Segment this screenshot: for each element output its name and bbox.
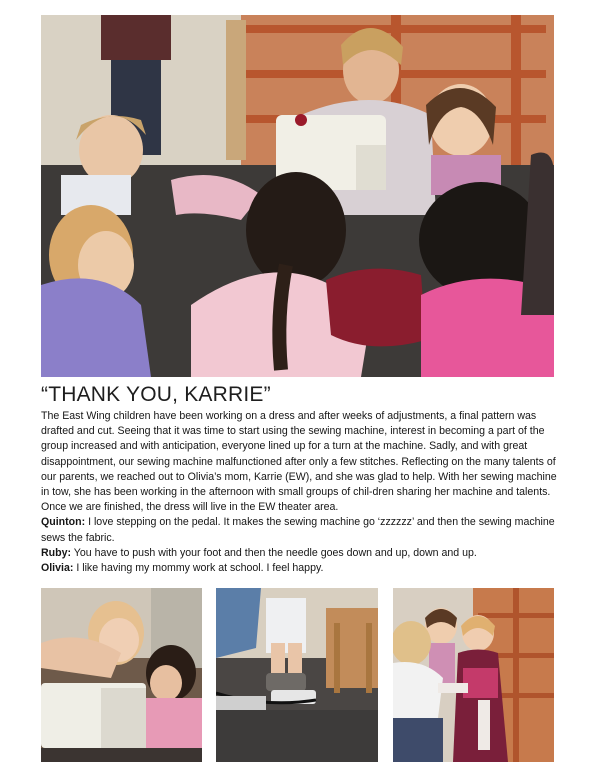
foot-pedal-photo (216, 588, 378, 762)
article-body (41, 409, 557, 576)
quote-speaker: Ruby: (41, 546, 72, 559)
article-paragraph: The East Wing children have been working on a dress and after weeks of adjustments, a final pattern was drafted and cut. Seeing that it was time to start using the sewing machine, interest in becoming a part of the group increased and with anticipation, everyone lined up for a turn at the machine. Sadly, and with great disappointment, our sewing machine malfunctioned after only a few stitches. Reflecting on the many talents of our parents, we reached out to Olivia’s mom, Karrie (EW), and she was glad to help. With her sewing machine in tow, she has been working in the afternoon with small groups of chil-dren sharing her machine and talents. Once we are finished, the dress will live in the EW theater area. (41, 410, 557, 514)
quote-speaker: Olivia: (41, 562, 74, 575)
sewing-closeup-photo (41, 588, 202, 762)
quote-text: You have to push with your foot and then the needle goes down and up, down and up. (71, 546, 477, 559)
quote-text: I love stepping on the pedal. It makes the sewing machine go ‘zzzzzz’ and then the sewing machine sews the fabric. (41, 516, 555, 544)
quote-line (41, 515, 557, 545)
hero-photo (41, 15, 554, 377)
quote-line (41, 561, 557, 576)
article-title: “THANK YOU, KARRIE” (41, 383, 271, 406)
quote-speaker: Quinton: (41, 516, 86, 529)
quote-line (41, 546, 557, 561)
dress-fitting-photo (393, 588, 554, 762)
quote-text: I like having my mommy work at school. I feel happy. (73, 562, 324, 575)
